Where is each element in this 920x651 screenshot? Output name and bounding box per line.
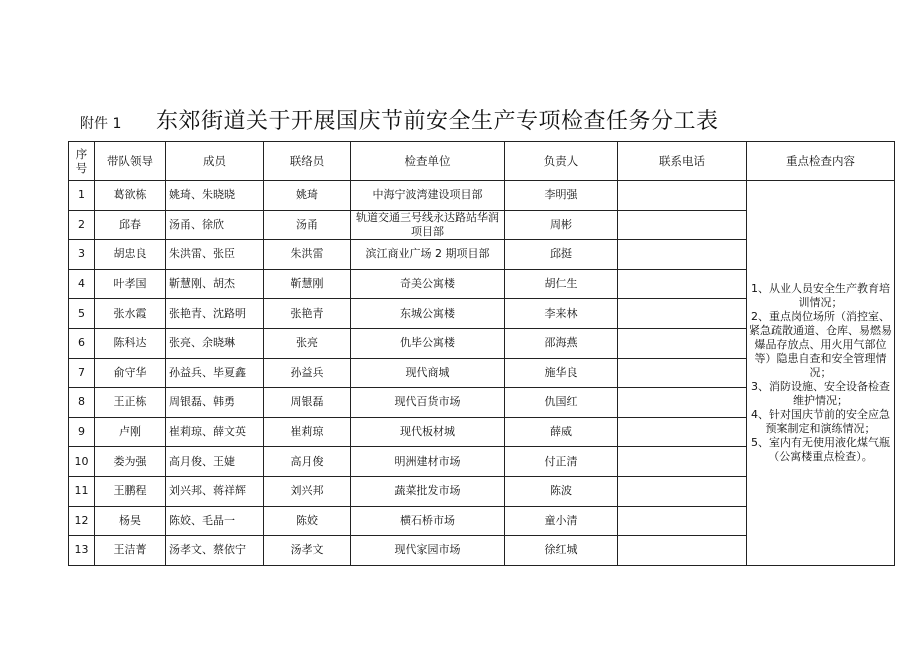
cell-liaison: 周银磊 [264,388,351,418]
cell-responsible: 施华良 [505,358,618,388]
cell-phone [618,299,747,329]
cell-responsible: 薛威 [505,417,618,447]
cell-members: 姚琦、朱晓晓 [166,181,264,211]
cell-responsible: 童小清 [505,506,618,536]
cell-leader: 张水霞 [95,299,166,329]
header-leader: 带队领导 [95,142,166,181]
cell-unit: 现代家园市场 [351,536,505,566]
cell-serial: 6 [69,328,95,358]
header-responsible: 负责人 [505,142,618,181]
cell-phone [618,328,747,358]
cell-unit: 轨道交通三号线永达路站华润项目部 [351,210,505,240]
header-serial [69,142,95,181]
header-phone: 联系电话 [618,142,747,181]
cell-unit: 奇美公寓楼 [351,269,505,299]
focus-item-1: 1、从业人员安全生产教育培训情况； [751,281,890,309]
cell-leader: 胡忠良 [95,240,166,270]
cell-liaison: 朱洪雷 [264,240,351,270]
cell-leader: 王正栋 [95,388,166,418]
focus-item-4: 4、针对国庆节前的安全应急预案制定和演练情况； [751,407,890,435]
cell-serial: 10 [69,447,95,477]
cell-phone [618,181,747,211]
cell-unit: 中海宁波湾建设项目部 [351,181,505,211]
cell-serial: 4 [69,269,95,299]
focus-item-3: 3、消防设施、安全设备检查维护情况； [751,379,890,407]
cell-leader: 娄为强 [95,447,166,477]
cell-phone [618,269,747,299]
cell-members: 朱洪雷、张臣 [166,240,264,270]
cell-phone [618,417,747,447]
cell-serial: 3 [69,240,95,270]
header-serial-line1: 序 [75,147,88,161]
cell-leader: 杨昊 [95,506,166,536]
attachment-label: 附件 1 [80,116,122,132]
cell-members: 崔莉琼、薛文英 [166,417,264,447]
cell-unit: 现代板材城 [351,417,505,447]
cell-members: 陈姣、毛晶一 [166,506,264,536]
cell-serial: 13 [69,536,95,566]
cell-leader: 葛欲栋 [95,181,166,211]
title-row [80,104,880,138]
cell-phone [618,210,747,240]
cell-liaison: 张艳青 [264,299,351,329]
cell-responsible: 徐红城 [505,536,618,566]
focus-item-5: 5、室内有无使用液化煤气瓶（公寓楼重点检查）。 [751,435,890,463]
cell-responsible: 邵海燕 [505,328,618,358]
cell-serial: 8 [69,388,95,418]
cell-unit: 现代百货市场 [351,388,505,418]
cell-leader: 陈科达 [95,328,166,358]
cell-unit: 现代商城 [351,358,505,388]
cell-responsible: 李来林 [505,299,618,329]
cell-unit: 滨江商业广场 2 期项目部 [351,240,505,270]
focus-item-2: 2、重点岗位场所（消控室、紧急疏散通道、仓库、易燃易爆品存放点、用火用气部位等）隐患自查和安全管理情况； [749,309,892,379]
cell-liaison: 汤甬 [264,210,351,240]
cell-leader: 卢刚 [95,417,166,447]
cell-unit: 蔬菜批发市场 [351,476,505,506]
cell-members: 靳慧刚、胡杰 [166,269,264,299]
cell-phone [618,476,747,506]
cell-members: 周银磊、韩勇 [166,388,264,418]
cell-liaison: 孙益兵 [264,358,351,388]
header-serial-line2: 号 [75,161,88,175]
cell-members: 汤甬、徐欣 [166,210,264,240]
cell-responsible: 胡仁生 [505,269,618,299]
cell-phone [618,388,747,418]
focus-content-cell [747,181,895,566]
cell-responsible: 周彬 [505,210,618,240]
header-unit: 检查单位 [351,142,505,181]
cell-leader: 王鹏程 [95,476,166,506]
cell-liaison: 张亮 [264,328,351,358]
cell-unit: 仇毕公寓楼 [351,328,505,358]
cell-members: 汤孝文、蔡依宁 [166,536,264,566]
cell-phone [618,358,747,388]
cell-liaison: 刘兴邦 [264,476,351,506]
cell-liaison: 姚琦 [264,181,351,211]
cell-phone [618,536,747,566]
header-members: 成员 [166,142,264,181]
cell-members: 张艳青、沈路明 [166,299,264,329]
cell-liaison: 崔莉琼 [264,417,351,447]
cell-serial: 7 [69,358,95,388]
cell-leader: 叶孝国 [95,269,166,299]
cell-serial: 1 [69,181,95,211]
cell-liaison: 高月俊 [264,447,351,477]
cell-serial: 2 [69,210,95,240]
cell-serial: 11 [69,476,95,506]
cell-responsible: 李明强 [505,181,618,211]
cell-liaison: 汤孝文 [264,536,351,566]
cell-members: 高月俊、王婕 [166,447,264,477]
cell-leader: 邱春 [95,210,166,240]
cell-unit: 明洲建材市场 [351,447,505,477]
cell-phone [618,506,747,536]
cell-responsible: 付正清 [505,447,618,477]
cell-responsible: 邱挺 [505,240,618,270]
document-title: 东郊街道关于开展国庆节前安全生产专项检查任务分工表 [156,109,719,134]
cell-serial: 12 [69,506,95,536]
header-liaison: 联络员 [264,142,351,181]
cell-leader: 王洁菁 [95,536,166,566]
cell-responsible: 陈波 [505,476,618,506]
cell-members: 张亮、余晓琳 [166,328,264,358]
cell-liaison: 陈姣 [264,506,351,536]
table-row [69,181,895,211]
cell-serial: 9 [69,417,95,447]
cell-members: 刘兴邦、蒋祥辉 [166,476,264,506]
header-focus: 重点检查内容 [747,142,895,181]
cell-leader: 俞守华 [95,358,166,388]
cell-responsible: 仇国红 [505,388,618,418]
cell-unit: 东城公寓楼 [351,299,505,329]
table-header-row [69,142,895,181]
task-table [68,141,895,566]
cell-serial: 5 [69,299,95,329]
cell-phone [618,447,747,477]
cell-members: 孙益兵、毕夏鑫 [166,358,264,388]
cell-phone [618,240,747,270]
cell-liaison: 靳慧刚 [264,269,351,299]
cell-unit: 横石桥市场 [351,506,505,536]
